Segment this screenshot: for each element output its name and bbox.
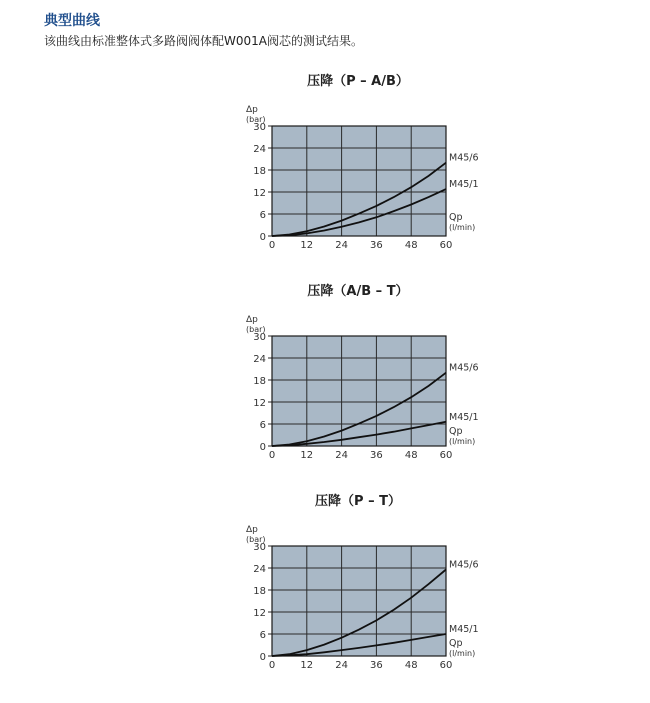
y-tick-label: 24 xyxy=(253,354,266,365)
series-label: M45/1 xyxy=(449,179,479,191)
y-tick-label: 0 xyxy=(259,652,266,663)
series-label: M45/6 xyxy=(449,559,479,571)
x-tick-label: 0 xyxy=(268,240,276,251)
chart-2-pressure-drop-ab-t xyxy=(230,308,490,470)
y-tick-label: 12 xyxy=(253,188,266,199)
chart-2-title: 压降（A/B – T） xyxy=(307,284,409,299)
y-axis-unit: (bar) xyxy=(246,535,266,544)
x-tick-label: 36 xyxy=(370,660,383,671)
x-tick-label: 60 xyxy=(439,450,453,461)
chart-3-pressure-drop-p-t xyxy=(230,518,490,680)
y-tick-label: 30 xyxy=(253,332,266,343)
y-tick-label: 18 xyxy=(253,376,266,387)
x-tick-label: 0 xyxy=(268,660,276,671)
y-tick-label: 30 xyxy=(253,542,266,553)
y-axis-label: Δp xyxy=(246,105,258,115)
y-tick-label: 6 xyxy=(259,630,266,641)
plot-area xyxy=(272,546,446,656)
x-tick-label: 12 xyxy=(300,450,314,461)
x-tick-label: 12 xyxy=(300,240,314,251)
chart-1-pressure-drop-p-ab xyxy=(230,98,490,260)
y-tick-label: 6 xyxy=(259,420,266,431)
x-axis-label: Qp xyxy=(449,638,463,649)
chart-3-title: 压降（P – T） xyxy=(315,494,401,509)
y-tick-label: 0 xyxy=(259,232,266,243)
page-heading: 典型曲线 xyxy=(44,13,100,29)
x-axis-unit: (l/min) xyxy=(449,649,476,658)
y-tick-label: 18 xyxy=(253,586,266,597)
y-tick-label: 0 xyxy=(259,442,266,453)
x-tick-label: 60 xyxy=(439,240,453,251)
y-axis-label: Δp xyxy=(246,525,258,535)
x-tick-label: 24 xyxy=(335,660,348,671)
series-label: M45/6 xyxy=(449,362,479,374)
series-label: M45/1 xyxy=(449,411,479,423)
series-label: M45/6 xyxy=(449,152,479,164)
y-tick-label: 18 xyxy=(253,166,266,177)
x-tick-label: 0 xyxy=(268,450,276,461)
x-axis-unit: (l/min) xyxy=(449,223,476,232)
y-tick-label: 6 xyxy=(259,210,266,221)
x-axis-label: Qp xyxy=(449,425,463,437)
y-axis-unit: (bar) xyxy=(246,115,266,124)
x-tick-label: 36 xyxy=(370,450,383,461)
x-axis-unit: (l/min) xyxy=(449,436,476,446)
x-tick-label: 24 xyxy=(335,450,348,461)
x-tick-label: 48 xyxy=(404,240,418,251)
y-axis-label: Δp xyxy=(246,315,258,325)
chart-1-title: 压降（P – A/B） xyxy=(307,74,409,89)
x-tick-label: 12 xyxy=(300,660,314,671)
series-label: M45/1 xyxy=(449,624,479,635)
y-tick-label: 24 xyxy=(253,564,266,575)
y-tick-label: 12 xyxy=(253,398,266,409)
y-tick-label: 24 xyxy=(253,144,266,155)
y-tick-label: 12 xyxy=(253,608,266,619)
page-description: 该曲线由标准整体式多路阀阀体配W001A阀芯的测试结果。 xyxy=(44,34,363,48)
x-tick-label: 36 xyxy=(370,240,383,251)
x-tick-label: 48 xyxy=(404,660,418,671)
x-axis-label: Qp xyxy=(449,212,463,223)
x-tick-label: 60 xyxy=(439,660,453,671)
x-tick-label: 24 xyxy=(335,240,348,251)
x-tick-label: 48 xyxy=(404,450,418,461)
y-axis-unit: (bar) xyxy=(246,325,266,334)
y-tick-label: 30 xyxy=(253,122,266,133)
